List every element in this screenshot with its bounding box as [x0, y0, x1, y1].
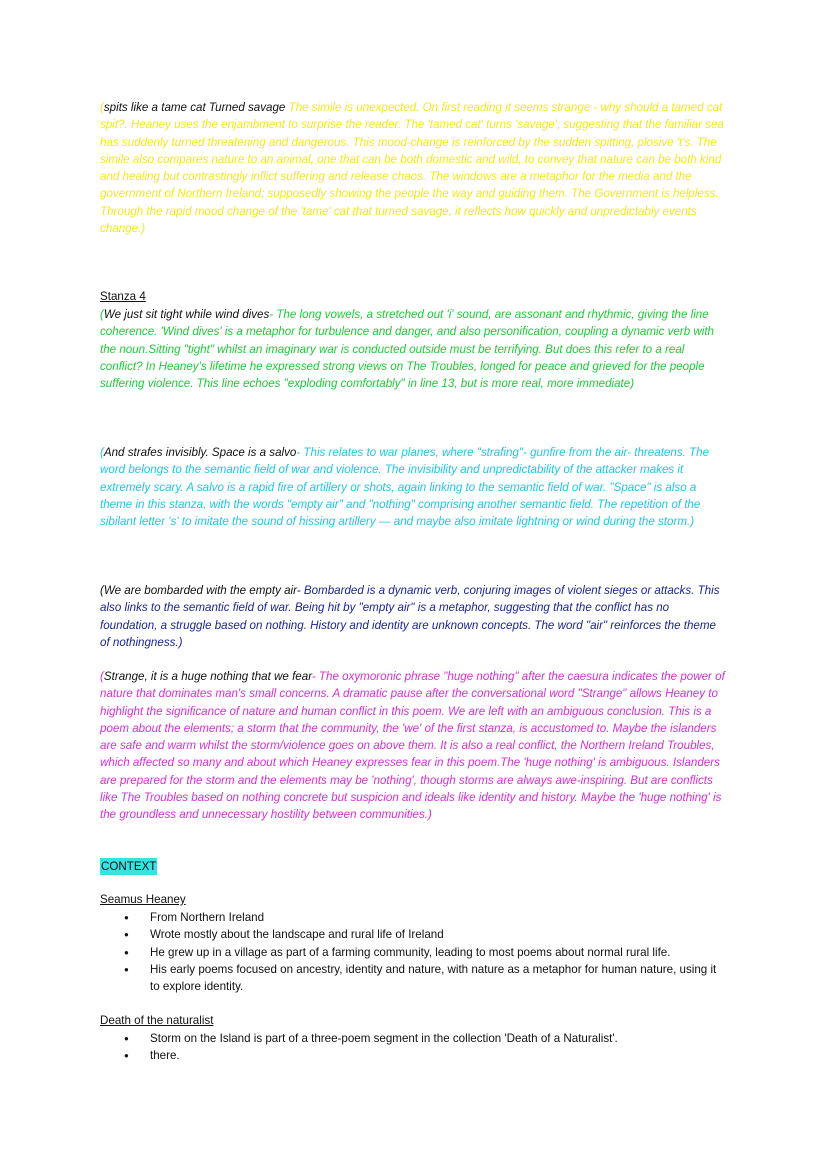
annotation-bombarded: [100, 582, 728, 651]
quote-line: And strafes invisibly. Space is a salvo: [103, 446, 297, 459]
list-item: ● His early poems focused on ancestry, identity and nature, with nature as a metaphor for human nature, using it to explore identity.: [100, 961, 728, 996]
quote-line: We are bombarded with the empty air: [103, 584, 297, 597]
annotation-strange: [100, 668, 728, 824]
seamus-list: [100, 909, 728, 995]
list-item: ● Wrote mostly about the landscape and rural life of Ireland: [100, 926, 728, 943]
annotation-wind: [100, 306, 728, 392]
open-paren: (: [100, 308, 104, 321]
open-paren: (: [100, 584, 104, 597]
naturalist-heading: Death of the naturalist: [100, 1014, 214, 1027]
list-item: ● there.: [100, 1047, 728, 1064]
annotation-text: - This relates to war planes, where "strafing"- gunfire from the air- threatens. The word belongs to the semantic field of war and violence. The invisibility and unpredictability of the attacker makes it extremely scary. A salvo is a rapid fire of artillery or shots, again linking to the semantic field of war. "Space" is also a theme in this stanza, with the words "empty air" and "nothing" comprising another semantic field. The repetition of the sibilant letter 's' to imitate the sound of hissing artillery — and maybe also imitate lightning or wind during the storm.): [100, 446, 710, 529]
list-item: ● From Northern Ireland: [100, 909, 728, 926]
open-paren: (: [100, 670, 104, 683]
annotation-strafes: [100, 444, 728, 530]
seamus-heading: Seamus Heaney: [100, 893, 186, 906]
quote-line: We just sit tight while wind dives: [103, 308, 270, 321]
stanza-heading: Stanza 4: [100, 290, 146, 303]
list-item: ● Storm on the Island is part of a three-poem segment in the collection 'Death of a Naturalist'.: [100, 1030, 728, 1047]
annotation-text: - The long vowels, a stretched out 'i' sound, are assonant and rhythmic, giving the line coherence. 'Wind dives' is a metaphor for turbulence and danger, and also personification, coupling a dynamic verb with the noun.Sitting "tight" whilst an imaginary war is conducted outside must be terrifying. But does this refer to a real conflict? In Heaney's lifetime he expressed strong views on The Troubles, longed for peace and grieved for the people suffering violence. This line echoes "exploding comfortably" in line 13, but is more real, more immediate): [100, 308, 714, 391]
annotation-text: - The oxymoronic phrase "huge nothing" after the caesura indicates the power of nature that dominates man's small concerns. A dramatic pause after the conversational word "Strange" allows Heaney to highlight the significance of nature and human conflict in this poem. We are left with an ambiguous conclusion. This is a poem about the elements; a storm that the community, the 'we' of the first stanza, is accustomed to. Maybe the islanders are safe and warm whilst the storm/violence goes on above them. It is also a real conflict, the Northern Ireland Troubles, which affected so many and about which Heaney expresses fear in this poem.The 'huge nothing' is ambiguous. Islanders are prepared for the storm and the elements may be 'nothing', though storms are always awe-inspiring. But are conflicts like The Troubles based on nothing concrete but suspicion and ideals like identity and history. Maybe the 'huge nothing' is the groundless and unnecessary hostility between communities.): [100, 670, 725, 822]
quote-line: spits like a tame cat Turned savage: [103, 101, 286, 114]
open-paren: (: [100, 446, 104, 459]
naturalist-list: [100, 1030, 728, 1065]
context-label: CONTEXT: [101, 860, 157, 873]
open-paren: (: [100, 101, 104, 114]
annotation-text: The simile is unexpected. On first reading it seems strange - why should a tamed cat spit?. Heaney uses the enjambment to surprise the reader. The 'tamed cat' turns 'savage', suggesting that the familiar sea has suddenly turned threatening and dangerous. This mood-change is reinforced by the sudden spitting, plosive 't's. The simile also compares nature to an animal, one that can be both domestic and wild, to convey that nature can be both kind and healing but contrastingly inflict suffering and release chaos. The windows are a metaphor for the media and the government of Northern Ireland; supposedly showing the people the way and guiding them. The Government is helpless. Through the rapid mood change of the 'tame' cat that turned savage, it reflects how quickly and unpredictably events change.): [100, 101, 724, 236]
annotation-text: - Bombarded is a dynamic verb, conjuring images of violent sieges or attacks. This also links to the semantic field of war. Being hit by "empty air" is a metaphor, suggesting that the conflict has no foundation, a struggle based on nothing. History and identity are unknown concepts. The word "air" reinforces the theme of nothingness.): [100, 584, 720, 649]
list-item: ● He grew up in a village as part of a farming community, leading to most poems about normal rural life.: [100, 944, 728, 961]
quote-line: Strange, it is a huge nothing that we fear: [103, 670, 312, 683]
annotation-spits: [100, 99, 728, 237]
